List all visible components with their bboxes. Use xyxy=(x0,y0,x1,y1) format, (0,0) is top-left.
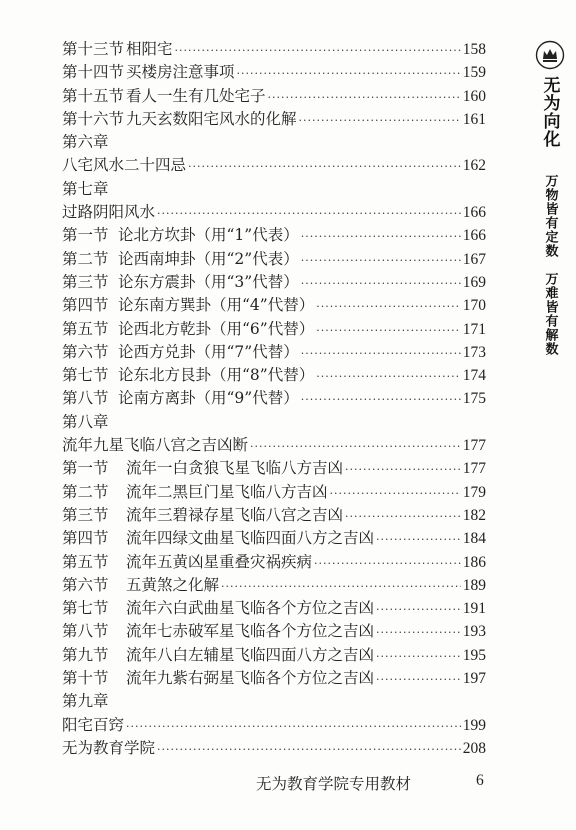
toc-page-number: 193 xyxy=(462,623,486,641)
toc-section-number: 第七节 xyxy=(62,366,109,385)
toc-entry-title: 论西北方乾卦（用“6”代替） xyxy=(118,319,315,338)
toc-leader-dots xyxy=(316,295,461,318)
toc-page-number: 191 xyxy=(462,600,486,618)
toc-page-number: 179 xyxy=(462,483,486,501)
toc-section-number: 第二节 xyxy=(62,249,109,268)
toc-page-number: 177 xyxy=(462,460,486,478)
toc-entry xyxy=(62,224,486,247)
toc-page-number: 174 xyxy=(462,367,486,385)
toc-section-number: 第九节 xyxy=(62,645,109,664)
toc-leader-dots xyxy=(301,388,461,411)
toc-entry xyxy=(62,201,486,224)
toc-section-number: 第七节 xyxy=(62,599,109,618)
toc-leader-dots xyxy=(250,435,461,458)
toc-leader-dots xyxy=(301,272,461,295)
toc-page-number: 160 xyxy=(462,87,486,105)
toc-entry-title: 流年七赤破军星飞临各个方位之吉凶 xyxy=(126,622,375,641)
toc-leader-dots xyxy=(314,552,461,575)
page-number: 6 xyxy=(476,772,484,789)
toc-entry-title: 五黄煞之化解 xyxy=(126,575,220,594)
toc-page-number: 162 xyxy=(462,157,486,175)
toc-entry-title: 过路阴阳风水 xyxy=(62,203,156,222)
toc-entry xyxy=(62,318,486,341)
toc-page-number: 189 xyxy=(462,576,486,594)
toc-entry xyxy=(62,574,486,597)
sidebar-mottos xyxy=(541,174,560,258)
toc-entry xyxy=(62,644,486,667)
toc-entry-title: 流年九星飞临八宫之吉凶断 xyxy=(62,436,249,455)
toc-page-number: 184 xyxy=(462,530,486,548)
toc-entry-title: 流年三碧禄存星飞临八宫之吉凶 xyxy=(126,505,344,524)
toc-section-number: 第八节 xyxy=(62,389,109,408)
toc-entry-title: 流年四绿文曲星飞临四面八方之吉凶 xyxy=(126,529,375,548)
toc-section-number: 第四节 xyxy=(62,529,109,548)
toc-entry-title: 八宅风水二十四忌 xyxy=(62,156,187,175)
toc-entry xyxy=(62,364,486,387)
toc-leader-dots xyxy=(301,342,461,365)
toc-page-number: 161 xyxy=(462,110,486,128)
toc-entry-title: 看人一生有几处宅子 xyxy=(126,86,266,105)
toc-entry xyxy=(62,667,486,690)
toc-section-number: 第十节 xyxy=(62,669,109,688)
toc-page-number: 173 xyxy=(462,343,486,361)
toc-entry xyxy=(62,108,486,131)
toc-chapter-heading: 第六章 xyxy=(62,133,109,152)
toc-leader-dots xyxy=(221,575,461,598)
toc-page-number: 171 xyxy=(462,320,486,338)
toc-leader-dots xyxy=(316,365,461,388)
toc-leader-dots xyxy=(330,482,461,505)
toc-page-number: 182 xyxy=(462,506,486,524)
toc-entry xyxy=(62,154,486,177)
toc-leader-dots xyxy=(157,202,461,225)
toc-page-number: 169 xyxy=(462,273,486,291)
sidebar-mottos-2 xyxy=(541,272,560,356)
toc-section-number: 第十六节 xyxy=(62,109,125,128)
sidebar-motto-1: 万物皆有定数 xyxy=(542,174,558,258)
toc-entry-title: 相阳宅 xyxy=(126,40,173,58)
toc-leader-dots xyxy=(376,645,461,668)
toc-page-number: 186 xyxy=(462,553,486,571)
toc-page-number: 158 xyxy=(462,41,486,58)
toc-entry-title: 九天玄数阳宅风水的化解 xyxy=(126,109,297,128)
toc-page-number: 177 xyxy=(462,437,486,455)
toc-entry xyxy=(62,527,486,550)
toc-entry-title: 流年八白左辅星飞临四面八方之吉凶 xyxy=(126,645,375,664)
toc-entry-title: 流年一白贪狼飞星飞临八方吉凶 xyxy=(126,459,344,478)
toc-entry xyxy=(62,714,486,737)
toc-entry xyxy=(62,85,486,108)
toc-leader-dots xyxy=(376,598,461,621)
table-of-contents xyxy=(62,38,486,760)
sidebar xyxy=(530,40,570,356)
toc-leader-dots xyxy=(299,109,461,132)
toc-leader-dots xyxy=(126,715,461,738)
toc-leader-dots xyxy=(376,668,461,691)
toc-entry xyxy=(62,248,486,271)
toc-leader-dots xyxy=(188,155,461,178)
toc-leader-dots xyxy=(376,528,461,551)
toc-entry-title: 买楼房注意事项 xyxy=(126,63,235,82)
toc-entry-title: 阳宅百窍 xyxy=(62,715,125,734)
toc-entry xyxy=(62,504,486,527)
toc-page-number: 166 xyxy=(462,227,486,245)
toc-section-number: 第一节 xyxy=(62,459,109,478)
toc-section-number: 第四节 xyxy=(62,296,109,315)
toc-page-number: 199 xyxy=(462,716,486,734)
toc-section-number: 第一节 xyxy=(62,226,109,245)
toc-entry xyxy=(62,597,486,620)
toc-section-number: 第五节 xyxy=(62,552,109,571)
toc-section-number: 第十四节 xyxy=(62,63,125,82)
toc-section-number: 第十五节 xyxy=(62,86,125,105)
toc-entry-title: 论东方震卦（用“3”代替） xyxy=(118,272,299,291)
toc-entry xyxy=(62,434,486,457)
toc-entry xyxy=(62,341,486,364)
sidebar-motto-2: 万难皆有解数 xyxy=(542,272,558,356)
toc-section-number: 第六节 xyxy=(62,575,109,594)
toc-entry xyxy=(62,551,486,574)
toc-leader-dots xyxy=(301,225,461,248)
toc-leader-dots xyxy=(345,505,461,528)
toc-section-number: 第二节 xyxy=(62,482,109,501)
toc-entry xyxy=(62,481,486,504)
toc-leader-dots xyxy=(376,621,461,644)
toc-entry-title: 无为教育学院 xyxy=(62,738,156,757)
toc-entry-title: 论西方兑卦（用“7”代替） xyxy=(118,342,299,361)
toc-entry-title: 流年九紫右弼星飞临各个方位之吉凶 xyxy=(126,669,375,688)
toc-entry xyxy=(62,271,486,294)
toc-entry-title: 论北方坎卦（用“1”代表） xyxy=(118,226,299,245)
toc-entry xyxy=(62,61,486,84)
toc-leader-dots xyxy=(301,249,461,272)
toc-leader-dots xyxy=(175,39,461,62)
toc-entry-title: 论南方离卦（用“9”代替） xyxy=(118,389,299,408)
toc-entry-title: 论东南方巽卦（用“4”代替） xyxy=(118,296,315,315)
toc-section-number: 第八节 xyxy=(62,622,109,641)
toc-entry xyxy=(62,737,486,760)
toc-entry-title: 流年六白武曲星飞临各个方位之吉凶 xyxy=(126,599,375,618)
toc-entry-title: 论西南坤卦（用“2”代表） xyxy=(118,249,299,268)
toc-entry xyxy=(62,457,486,480)
sidebar-title: 无为向化 xyxy=(539,76,560,148)
toc-entry xyxy=(62,294,486,317)
toc-section-number: 第三节 xyxy=(62,505,109,524)
toc-section-number: 第六节 xyxy=(62,342,109,361)
toc-page-number: 208 xyxy=(462,739,486,757)
toc-page-number: 175 xyxy=(462,390,486,408)
toc-page-number: 197 xyxy=(462,670,486,688)
crown-emblem-icon xyxy=(535,40,565,70)
toc-entry-title: 论东北方艮卦（用“8”代替） xyxy=(118,366,315,385)
toc-section-number: 第十三节 xyxy=(62,40,125,58)
toc-page-number: 166 xyxy=(462,204,486,222)
toc-entry-title: 流年二黑巨门星飞临八方吉凶 xyxy=(126,482,328,501)
toc-chapter-heading: 第八章 xyxy=(62,412,109,431)
toc-page-number: 195 xyxy=(462,646,486,664)
toc-leader-dots xyxy=(268,86,461,109)
toc-entry xyxy=(62,387,486,410)
toc-page-number: 167 xyxy=(462,250,486,268)
toc-page-number: 159 xyxy=(462,64,486,82)
toc-entry-title: 流年五黄凶星重叠灾祸疾病 xyxy=(126,552,313,571)
toc-section-number: 第五节 xyxy=(62,319,109,338)
toc-chapter-heading: 第七章 xyxy=(62,179,109,198)
toc-entry xyxy=(62,38,486,61)
footer-text: 无为教育学院专用教材 xyxy=(256,775,412,793)
toc-leader-dots xyxy=(345,458,461,481)
toc-leader-dots xyxy=(157,738,461,761)
toc-chapter-heading: 第九章 xyxy=(62,692,109,711)
toc-leader-dots xyxy=(237,62,461,85)
toc-entry xyxy=(62,620,486,643)
toc-page-number: 170 xyxy=(462,297,486,315)
toc-section-number: 第三节 xyxy=(62,272,109,291)
toc-leader-dots xyxy=(316,319,461,342)
